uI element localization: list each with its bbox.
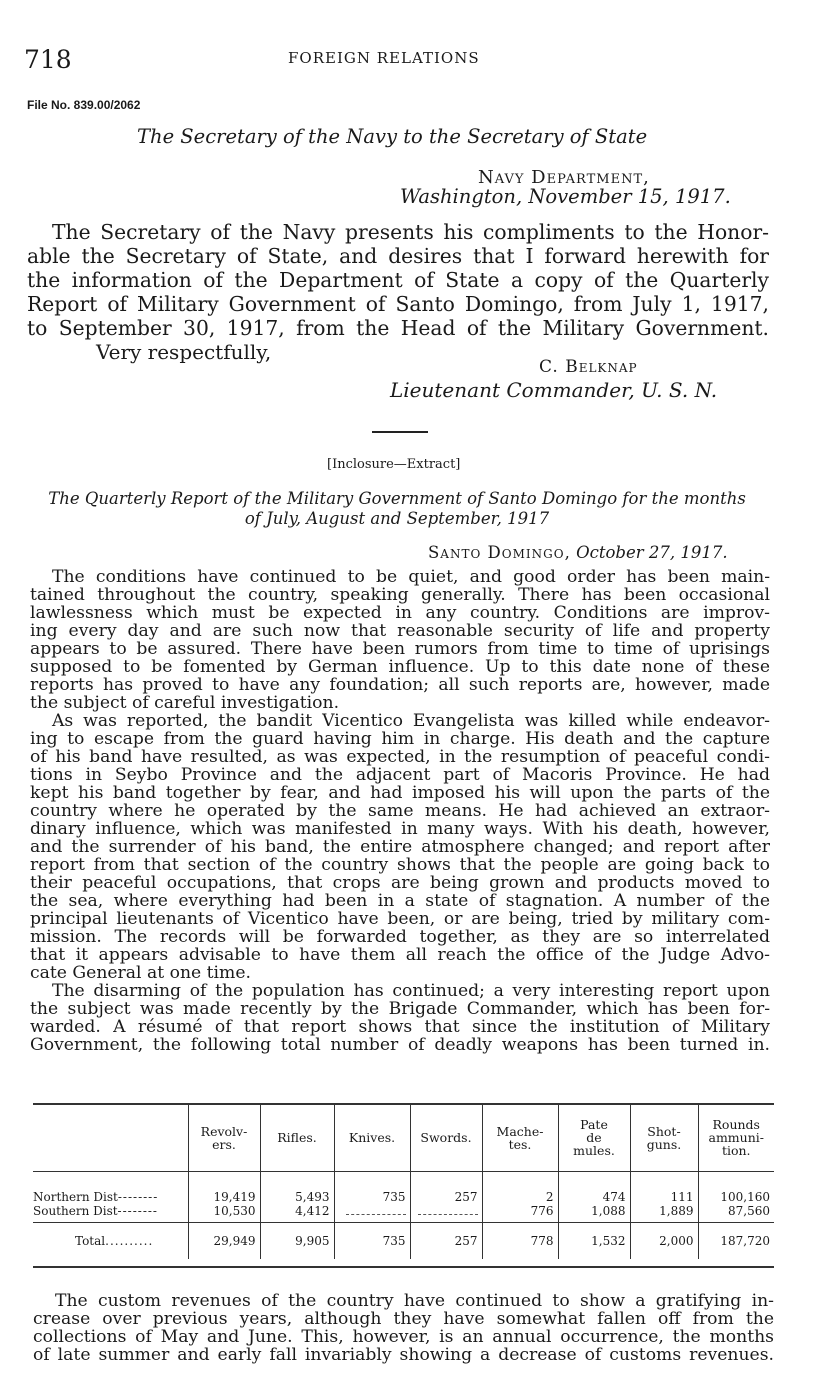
signature-name: C. Belknap [539,357,638,377]
table-header: Shot- guns. [630,1104,698,1172]
body-line: collections of May and June. This, however, is an annual occurrence, the months [33,1327,774,1347]
report-place: Santo Domingo, [428,543,571,562]
inclosure-label: [Inclosure—Extract] [327,457,461,472]
body-line: country where he operated by the same means. He had achieved an extraor- [30,801,770,821]
body-line: report from that section of the country shows that the people are going back to [30,855,770,875]
page-number: 718 [24,45,72,74]
table-header: Mache- tes. [482,1104,558,1172]
report-title-line: The Quarterly Report of the Military Government of Santo Domingo for the months [48,489,746,508]
table-cell: 29,949 [188,1223,260,1260]
table-cell: 187,720 [698,1223,774,1260]
table-header-row [33,1104,774,1172]
body-line: the sea, where everything had been in a state of stagnation. A number of the [30,891,770,911]
body-line: dinary influence, which was manifested in many ways. With his death, however, [30,819,770,839]
letter-body [27,220,769,340]
table-cell: 5,493 [260,1172,334,1205]
body-line: appears to be assured. There have been rumors from time to time of uprisings [30,639,770,659]
table-bottom-rule [33,1266,774,1268]
letter-line: The Secretary of the Navy presents his compliments to the Honor- [52,220,769,244]
table-cell: 9,905 [260,1223,334,1260]
table-row [33,1204,774,1223]
row-label: Southern Dist-------- [33,1204,158,1218]
body-line: crease over previous years, although they have somewhat fallen off from the [33,1309,774,1329]
body-line: tions in Seybo Province and the adjacent part of Macoris Province. He had [30,765,770,785]
table-cell: 735 [334,1223,410,1260]
body-line: warded. A résumé of that report shows that since the institution of Military [30,1017,770,1037]
running-head: FOREIGN RELATIONS [288,49,480,67]
table-header: Pate de mules. [558,1104,630,1172]
report-body [30,568,770,1054]
table-cell: 1,889 [630,1204,698,1223]
body-line: the subject was made recently by the Brigade Commander, which has been for- [30,999,770,1019]
body-line: the subject of careful investigation. [30,693,340,713]
table-cell: 257 [410,1223,482,1260]
letter-closing: Very respectfully, [96,340,272,364]
table-cell: 735 [334,1172,410,1205]
body-line: tained throughout the country, speaking generally. There has been occasional [30,585,770,605]
table-cell: 474 [558,1172,630,1205]
paragraph [30,568,770,712]
body-line: The custom revenues of the country have continued to show a gratifying in- [55,1291,774,1311]
report-dateline [428,543,728,562]
table-cell: 1,532 [558,1223,630,1260]
body-line: that it appears advisable to have them all reach the office of the Judge Advo- [30,945,770,965]
letter-line: able the Secretary of State, and desires that I forward herewith for [27,244,769,268]
report-title [27,489,767,529]
table-cell: 776 [482,1204,558,1223]
letter-dateline: Washington, November 15, 1917. [400,185,731,208]
body-line: lawlessness which must be expected in any country. Conditions are improv- [30,603,770,623]
table-header: Swords. [410,1104,482,1172]
table-row [33,1172,774,1205]
table-cell: 257 [410,1172,482,1205]
body-line: of his band have resulted, as was expected, in the resumption of peaceful condi- [30,747,770,767]
letter-line: Report of Military Government of Santo Domingo, from July 1, 1917, [27,292,769,316]
department-heading: Navy Department, [478,167,650,188]
letter-line: the information of the Department of State a copy of the Quarterly [27,268,769,292]
row-label: Total.......... [33,1223,188,1260]
table-header: Knives. [334,1104,410,1172]
table-cell [334,1204,410,1223]
table-cell: 87,560 [698,1204,774,1223]
paragraph [30,712,770,982]
table-cell: 4,412 [260,1204,334,1223]
table-total-row [33,1223,774,1260]
letter-line: to September 30, 1917, from the Head of the Military Government. [27,316,769,340]
body-line: ing every day and are such now that reasonable security of life and property [30,621,770,641]
section-divider [372,431,428,433]
table-header [33,1104,188,1172]
report-title-line: of July, August and September, 1917 [244,509,550,528]
body-line: The disarming of the population has continued; a very interesting report upon [52,981,770,1001]
table-cell: 111 [630,1172,698,1205]
body-line: cate General at one time. [30,963,251,983]
weapons-table [33,1104,774,1259]
paragraph [30,982,770,1054]
table-cell: 778 [482,1223,558,1260]
body-line: supposed to be fomented by German influence. Up to this date none of these [30,657,770,677]
file-number: File No. 839.00/2062 [27,98,141,112]
body-line: and the surrender of his band, the entire atmosphere changed; and report after [30,837,770,857]
body-line: ing to escape from the guard having him in charge. His death and the capture [30,729,770,749]
letter-title: The Secretary of the Navy to the Secretary of State [137,125,648,148]
body-line: As was reported, the bandit Vicentico Evangelista was killed while endeavor- [52,711,770,731]
body-line: their peaceful occupations, that crops are being grown and products moved to [30,873,770,893]
row-label: Northern Dist-------- [33,1190,159,1204]
table-header: Rounds ammuni- tion. [698,1104,774,1172]
table-cell: 10,530 [188,1204,260,1223]
table-cell: 2 [482,1172,558,1205]
report-date: October 27, 1917. [576,543,728,562]
table-header: Revolv- ers. [188,1104,260,1172]
body-line: reports has proved to have any foundation; all such reports are, however, made [30,675,770,695]
table-cell: 19,419 [188,1172,260,1205]
table-cell: 100,160 [698,1172,774,1205]
body-line: mission. The records will be forwarded together, as they are so interrelated [30,927,770,947]
body-line: The conditions have continued to be quiet, and good order has been main- [52,567,770,587]
table-cell [410,1204,482,1223]
table-header: Rifles. [260,1104,334,1172]
body-line: principal lieutenants of Vicentico have been, or are being, tried by military com- [30,909,770,929]
body-line: Government, the following total number of deadly weapons has been turned in. [30,1035,770,1055]
table-cell: 1,088 [558,1204,630,1223]
table-cell: 2,000 [630,1223,698,1260]
signature-title: Lieutenant Commander, U. S. N. [390,378,718,402]
body-line: of late summer and early fall invariably showing a decrease of customs revenues. [33,1345,774,1365]
body-line: kept his band together by fear, and had imposed his will upon the parts of the [30,783,770,803]
final-paragraph [33,1292,774,1364]
